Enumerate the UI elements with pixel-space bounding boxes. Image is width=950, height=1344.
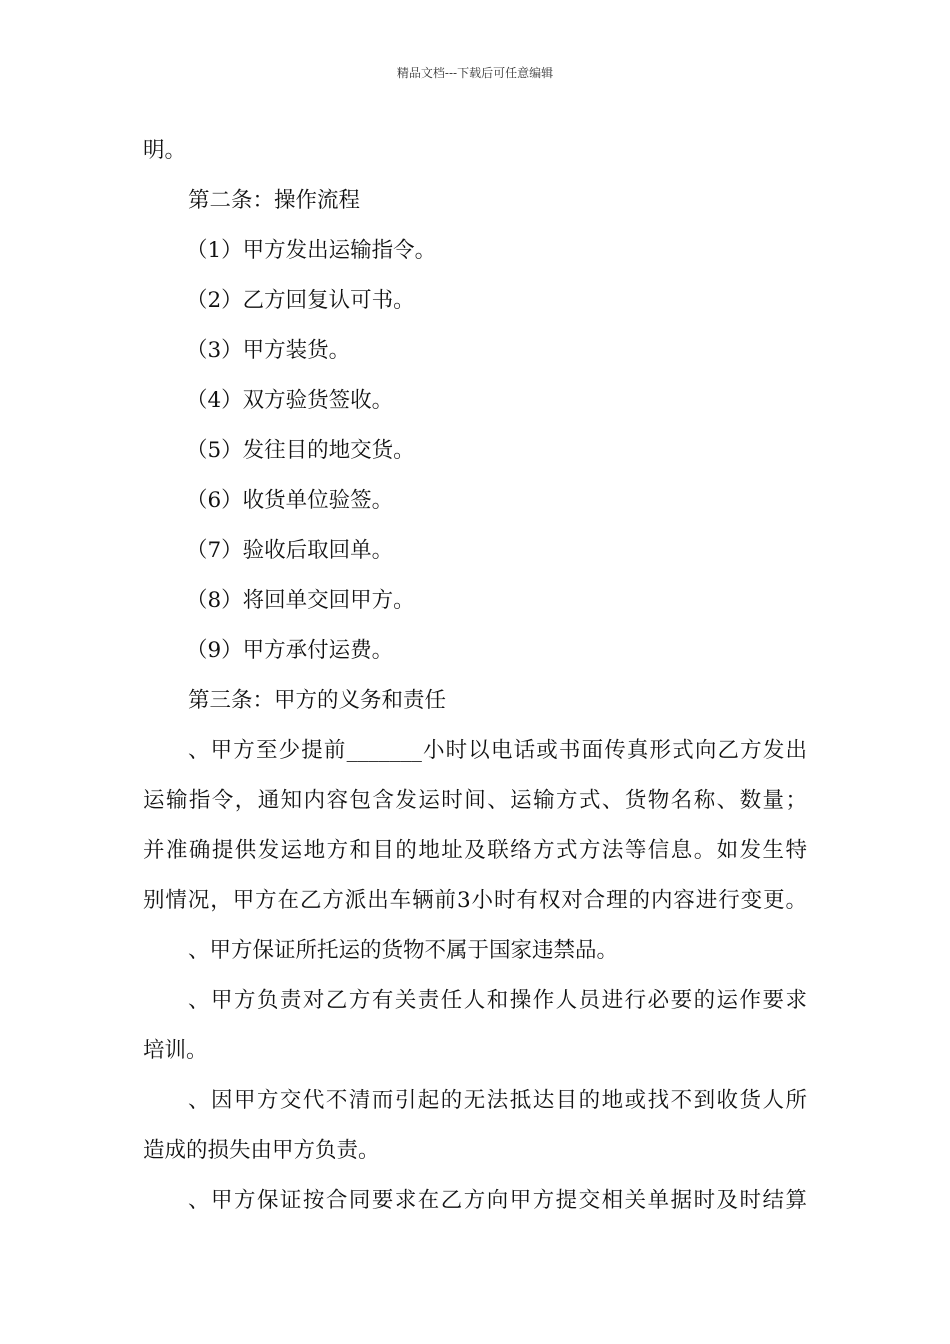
paragraph-line: 并准确提供发运地方和目的地址及联络方式方法等信息。如发生特: [143, 838, 807, 863]
paragraph-line: 、甲方至少提前_______小时以电话或书面传真形式向乙方发出: [188, 738, 807, 763]
list-item: （2）乙方回复认可书。: [186, 288, 415, 313]
section-heading: 第三条：甲方的义务和责任: [188, 688, 447, 713]
paragraph-line: 别情况，甲方在乙方派出车辆前3小时有权对合理的内容进行变更。: [143, 888, 807, 913]
text-line: 明。: [143, 138, 187, 163]
paragraph-line: 、因甲方交代不清而引起的无法抵达目的地或找不到收货人所: [188, 1088, 807, 1113]
paragraph-line: 培训。: [143, 1038, 208, 1063]
list-item: （3）甲方装货。: [186, 338, 351, 363]
list-item: （6）收货单位验签。: [186, 488, 394, 513]
paragraph-line: 造成的损失由甲方负责。: [143, 1138, 380, 1163]
list-item: （9）甲方承付运费。: [186, 638, 394, 663]
list-item: （5）发往目的地交货。: [186, 438, 415, 463]
document-body: [143, 126, 807, 1226]
section-heading: 第二条：操作流程: [188, 188, 361, 213]
paragraph-line: 、甲方负责对乙方有关责任人和操作人员进行必要的运作要求: [188, 988, 807, 1013]
list-item: （4）双方验货签收。: [186, 388, 394, 413]
paragraph-line: 运输指令，通知内容包含发运时间、运输方式、货物名称、数量；: [143, 788, 807, 813]
paragraph-line: 、甲方保证按合同要求在乙方向甲方提交相关单据时及时结算: [188, 1188, 807, 1213]
page-header: 精品文档---下载后可任意编辑: [396, 66, 554, 80]
list-item: （8）将回单交回甲方。: [186, 588, 415, 613]
list-item: （1）甲方发出运输指令。: [186, 238, 437, 263]
paragraph-line: 、甲方保证所托运的货物不属于国家违禁品。: [188, 938, 619, 963]
list-item: （7）验收后取回单。: [186, 538, 394, 563]
